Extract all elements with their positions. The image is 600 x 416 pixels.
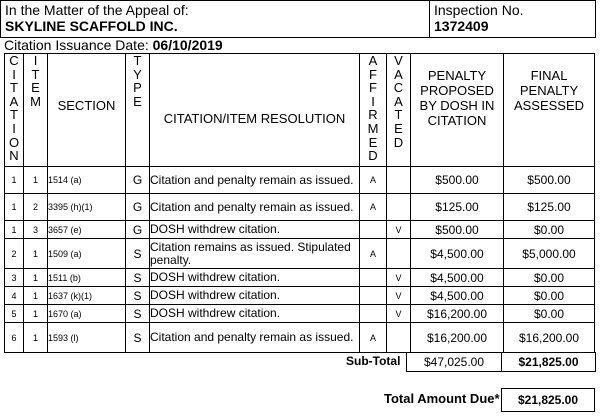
- col-citation-text: C: [9, 53, 19, 68]
- cell-assessed: $500.00: [504, 167, 595, 194]
- col-vacated-text: E: [394, 120, 403, 136]
- cell-assessed: $0.00: [504, 305, 595, 323]
- issuance-date-value: 06/10/2019: [152, 37, 223, 53]
- issuance-date-label: Citation Issuance Date:: [4, 37, 149, 53]
- col-affirmed-text: D: [368, 148, 378, 164]
- col-affirmed-text: A: [368, 53, 378, 68]
- cell-citation: 1: [5, 221, 24, 239]
- total-due-label: Total Amount Due*: [384, 391, 500, 406]
- cell-citation: 2: [5, 239, 24, 269]
- cell-vacated: [387, 239, 411, 269]
- cell-assessed: $16,200.00: [504, 323, 595, 353]
- col-item: [24, 54, 48, 167]
- col-citation-text: A: [9, 93, 19, 109]
- cell-proposed: $16,200.00: [411, 323, 504, 353]
- cell-section: 1593 (l): [48, 323, 126, 353]
- cell-affirmed: A: [360, 323, 387, 353]
- cell-proposed: $125.00: [411, 194, 504, 221]
- col-proposed-text: CITATION: [427, 113, 487, 128]
- col-type-text: P: [133, 80, 142, 96]
- col-item-text: I: [33, 53, 38, 68]
- table-row: [5, 323, 595, 353]
- subtotal-box: [406, 352, 596, 372]
- cell-assessed: $5,000.00: [504, 239, 595, 269]
- column-header-row: [5, 54, 595, 167]
- inspection-number: 1372409: [434, 18, 489, 34]
- cell-citation: 6: [5, 323, 24, 353]
- inspection-cell: [430, 1, 595, 37]
- cell-section: 1670 (a): [48, 305, 126, 323]
- col-citation-text: T: [10, 80, 18, 96]
- subtotal-proposed: $47,025.00: [407, 353, 502, 371]
- cell-section: 3657 (e): [48, 221, 126, 239]
- col-vacated-text: A: [394, 93, 403, 109]
- cell-vacated: [387, 194, 411, 221]
- cell-item: 2: [24, 194, 48, 221]
- table-row: [5, 305, 595, 323]
- cell-affirmed: A: [360, 194, 387, 221]
- col-assessed-text: ASSESSED: [513, 98, 585, 113]
- cell-type: G: [126, 221, 150, 239]
- table-row: [5, 287, 595, 305]
- col-vacated-text: T: [394, 107, 403, 123]
- col-type-text: T: [133, 53, 142, 68]
- table-row: [5, 194, 595, 221]
- cell-resolution: DOSH withdrew citation.: [150, 287, 360, 305]
- table-row: [5, 221, 595, 239]
- cell-resolution: Citation and penalty remain as issued.: [150, 167, 360, 194]
- appeal-label: In the Matter of the Appeal of:: [5, 2, 189, 18]
- col-resolution: CITATION/ITEM RESOLUTION: [150, 54, 360, 167]
- col-citation-text: N: [9, 148, 19, 164]
- cell-assessed: $0.00: [504, 269, 595, 287]
- cell-assessed: $0.00: [504, 287, 595, 305]
- cell-proposed: $16,200.00: [411, 305, 504, 323]
- cell-resolution: DOSH withdrew citation.: [150, 221, 360, 239]
- col-vacated: [387, 54, 411, 167]
- col-vacated-text: C: [393, 80, 404, 96]
- cell-section: 3395 (h)(1): [48, 194, 126, 221]
- col-proposed-text: BY DOSH IN: [419, 98, 495, 113]
- appellant-name: SKYLINE SCAFFOLD INC.: [5, 18, 178, 34]
- subtotal-label: Sub-Total: [346, 354, 401, 368]
- cell-proposed: $4,500.00: [411, 287, 504, 305]
- col-citation: [5, 54, 24, 167]
- cell-resolution: DOSH withdrew citation.: [150, 269, 360, 287]
- cell-citation: 3: [5, 269, 24, 287]
- cell-type: G: [126, 167, 150, 194]
- col-vacated-text: V: [394, 53, 403, 68]
- cell-affirmed: [360, 287, 387, 305]
- cell-section: 1511 (b): [48, 269, 126, 287]
- cell-assessed: $125.00: [504, 194, 595, 221]
- cell-vacated: V: [387, 287, 411, 305]
- cell-citation: 1: [5, 194, 24, 221]
- col-assessed: [504, 54, 595, 167]
- col-type: [126, 54, 150, 167]
- col-affirmed-text: M: [367, 120, 379, 136]
- cell-resolution: DOSH withdrew citation.: [150, 305, 360, 323]
- cell-item: 1: [24, 167, 48, 194]
- cell-item: 1: [24, 269, 48, 287]
- col-vacated-text: A: [394, 66, 403, 82]
- appeal-header: [0, 0, 596, 38]
- cell-resolution: Citation and penalty remain as issued.: [150, 323, 360, 353]
- cell-item: 1: [24, 287, 48, 305]
- issuance-date-line: [4, 38, 223, 53]
- cell-affirmed: [360, 269, 387, 287]
- cell-affirmed: [360, 221, 387, 239]
- col-vacated-text: D: [393, 134, 404, 150]
- col-proposed: [411, 54, 504, 167]
- cell-resolution: Citation remains as issued. Stipulated penalty.: [150, 239, 360, 269]
- col-item-text: T: [31, 66, 40, 82]
- col-type-text: Y: [133, 66, 142, 82]
- col-proposed-text: PROPOSED: [420, 83, 494, 98]
- cell-proposed: $500.00: [411, 221, 504, 239]
- cell-vacated: [387, 323, 411, 353]
- subtotal-assessed: $21,825.00: [518, 355, 579, 369]
- cell-type: G: [126, 194, 150, 221]
- cell-type: S: [126, 239, 150, 269]
- cell-type: S: [126, 323, 150, 353]
- cell-affirmed: A: [360, 167, 387, 194]
- cell-section: 1637 (k)(1): [48, 287, 126, 305]
- col-assessed-text: PENALTY: [519, 83, 579, 98]
- col-proposed-text: PENALTY: [427, 68, 487, 83]
- cell-citation: 5: [5, 305, 24, 323]
- col-affirmed-text: F: [369, 66, 377, 82]
- cell-item: 3: [24, 221, 48, 239]
- cell-proposed: $4,500.00: [411, 239, 504, 269]
- cell-proposed: $4,500.00: [411, 269, 504, 287]
- col-section: SECTION: [48, 54, 126, 167]
- col-affirmed-text: E: [368, 134, 378, 150]
- cell-type: S: [126, 269, 150, 287]
- cell-vacated: V: [387, 269, 411, 287]
- cell-citation: 1: [5, 167, 24, 194]
- col-affirmed-text: I: [371, 93, 375, 109]
- table-row: [5, 167, 595, 194]
- cell-proposed: $500.00: [411, 167, 504, 194]
- col-citation-text: O: [8, 134, 20, 150]
- table-row: [5, 269, 595, 287]
- col-citation-text: I: [12, 66, 16, 82]
- col-affirmed-text: F: [369, 80, 377, 96]
- col-assessed-text: FINAL: [530, 68, 568, 83]
- col-type-text: E: [133, 93, 142, 109]
- col-citation-text: I: [12, 120, 16, 136]
- cell-vacated: V: [387, 221, 411, 239]
- col-affirmed: [360, 54, 387, 167]
- cell-affirmed: A: [360, 239, 387, 269]
- cell-assessed: $0.00: [504, 221, 595, 239]
- col-citation-text: T: [10, 107, 18, 123]
- table-row: [5, 239, 595, 269]
- cell-affirmed: [360, 305, 387, 323]
- col-affirmed-text: R: [368, 107, 378, 123]
- citation-table: [4, 53, 595, 353]
- appeal-cell: [1, 1, 430, 37]
- cell-item: 1: [24, 323, 48, 353]
- cell-vacated: V: [387, 305, 411, 323]
- col-item-text: M: [30, 93, 41, 109]
- cell-citation: 4: [5, 287, 24, 305]
- cell-vacated: [387, 167, 411, 194]
- cell-section: 1509 (a): [48, 239, 126, 269]
- col-item-text: E: [31, 80, 40, 96]
- total-due-value: $21,825.00: [501, 388, 595, 412]
- cell-item: 1: [24, 305, 48, 323]
- cell-resolution: Citation and penalty remain as issued.: [150, 194, 360, 221]
- cell-type: S: [126, 287, 150, 305]
- cell-section: 1514 (a): [48, 167, 126, 194]
- inspection-label: Inspection No.: [434, 2, 524, 18]
- cell-type: S: [126, 305, 150, 323]
- cell-item: 1: [24, 239, 48, 269]
